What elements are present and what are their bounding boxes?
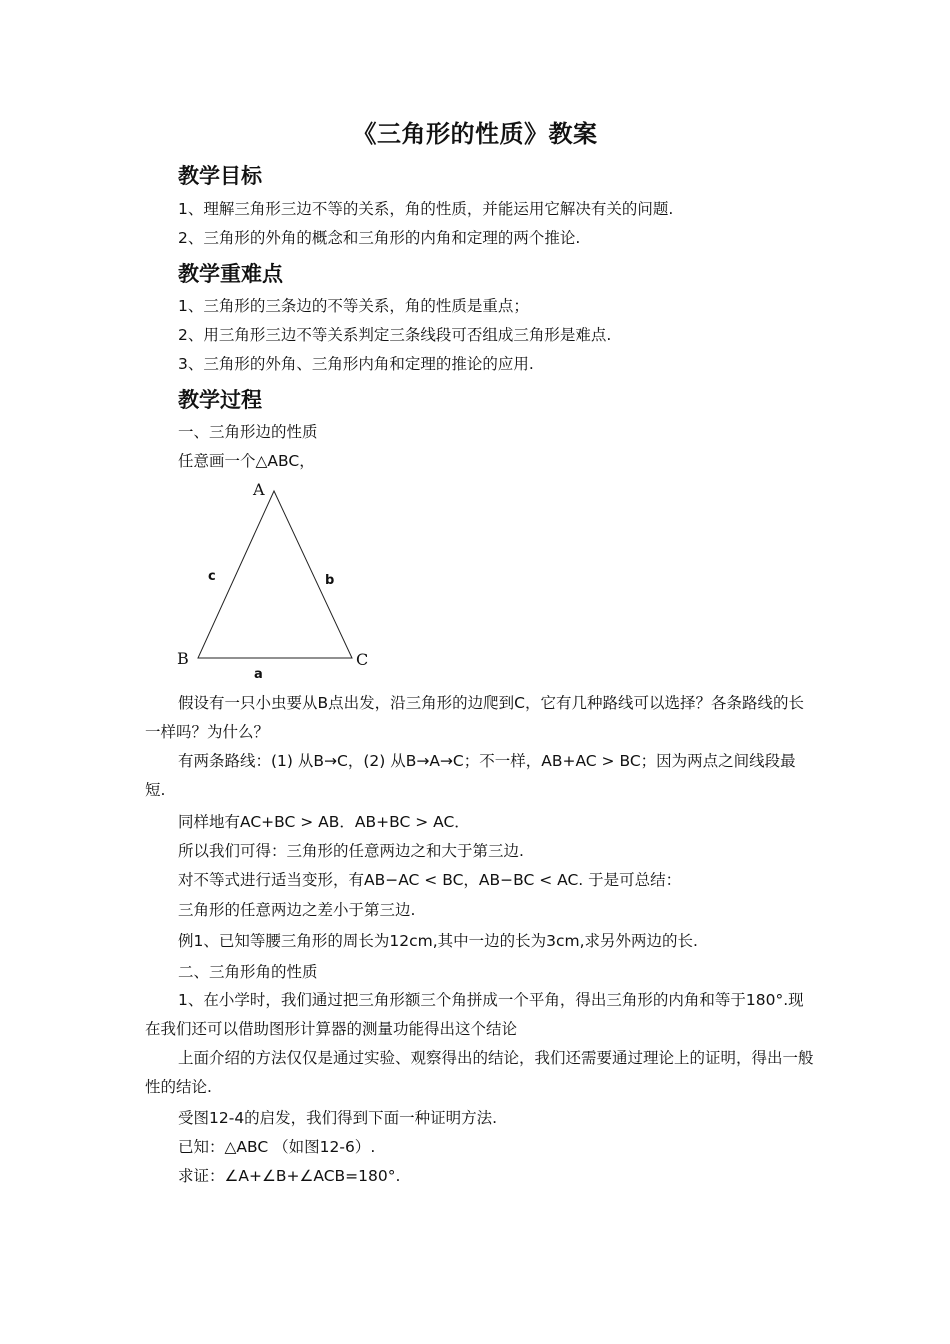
side-a-label: a — [254, 667, 263, 682]
goal-item-2: 2、三角形的外角的概念和三角形的内角和定理的两个推论. — [178, 229, 581, 247]
side-b-label: b — [325, 573, 335, 588]
heading-teaching-process: 教学过程 — [178, 388, 262, 412]
keypoint-item-3: 3、三角形的外角、三角形内角和定理的推论的应用. — [178, 355, 534, 373]
paragraph-similarly: 同样地有AC+BC > AB．AB+BC > AC． — [178, 813, 470, 831]
paragraph-given: 已知：△ABC （如图12-6）. — [178, 1138, 376, 1156]
paragraph-sum-rule: 所以我们可得：三角形的任意两边之和大于第三边. — [178, 842, 524, 860]
heading-teaching-goals: 教学目标 — [178, 164, 262, 188]
paragraph-angle-sum-primary: 1、在小学时，我们通过把三角形额三个角拼成一个平角，得出三角形的内角和等于180°.现在我们还可以借助图形计算器的测量功能得出这个结论 — [145, 991, 804, 1038]
goal-item-1: 1、理解三角形三边不等的关系，角的性质，并能运用它解决有关的问题. — [178, 200, 674, 218]
paragraph-two-routes: 有两条路线：(1) 从B→C，(2) 从B→A→C；不一样，AB+AC > BC；因为两点之间线段最短. — [145, 752, 796, 799]
paragraph-prove: 求证：∠A+∠B+∠ACB=180°. — [178, 1167, 401, 1185]
triangle-diagram — [170, 476, 390, 684]
subheading-side-properties: 一、三角形边的性质 — [178, 423, 318, 441]
document-title: 《三角形的性质》教案 — [352, 120, 598, 148]
side-c-label: c — [208, 569, 216, 584]
vertex-a-label: A — [253, 480, 265, 499]
paragraph-theory-proof: 上面介绍的方法仅仅是通过实验、观察得出的结论，我们还需要通过理论上的证明，得出一般性的结论. — [145, 1049, 814, 1096]
vertex-b-label: B — [177, 649, 189, 668]
paragraph-example-1: 例1、已知等腰三角形的周长为12cm,其中一边的长为3cm,求另外两边的长. — [178, 932, 698, 950]
paragraph-transform: 对不等式进行适当变形，有AB−AC < BC，AB−BC < AC. 于是可总结： — [178, 871, 682, 889]
keypoint-item-2: 2、用三角形三边不等关系判定三条线段可否组成三角形是难点. — [178, 326, 612, 344]
keypoint-item-1: 1、三角形的三条边的不等关系，角的性质是重点； — [178, 297, 529, 315]
paragraph-difference-rule: 三角形的任意两边之差小于第三边. — [178, 901, 416, 919]
paragraph-inspired: 受图12-4的启发，我们得到下面一种证明方法. — [178, 1109, 498, 1127]
vertex-c-label: C — [356, 650, 369, 669]
draw-triangle-text: 任意画一个△ABC， — [178, 452, 315, 470]
paragraph-bug-question: 假设有一只小虫要从B点出发，沿三角形的边爬到C，它有几种路线可以选择？各条路线的长一样吗？为什么？ — [145, 694, 804, 741]
subheading-angle-properties: 二、三角形角的性质 — [178, 963, 318, 981]
heading-key-points: 教学重难点 — [178, 262, 283, 286]
